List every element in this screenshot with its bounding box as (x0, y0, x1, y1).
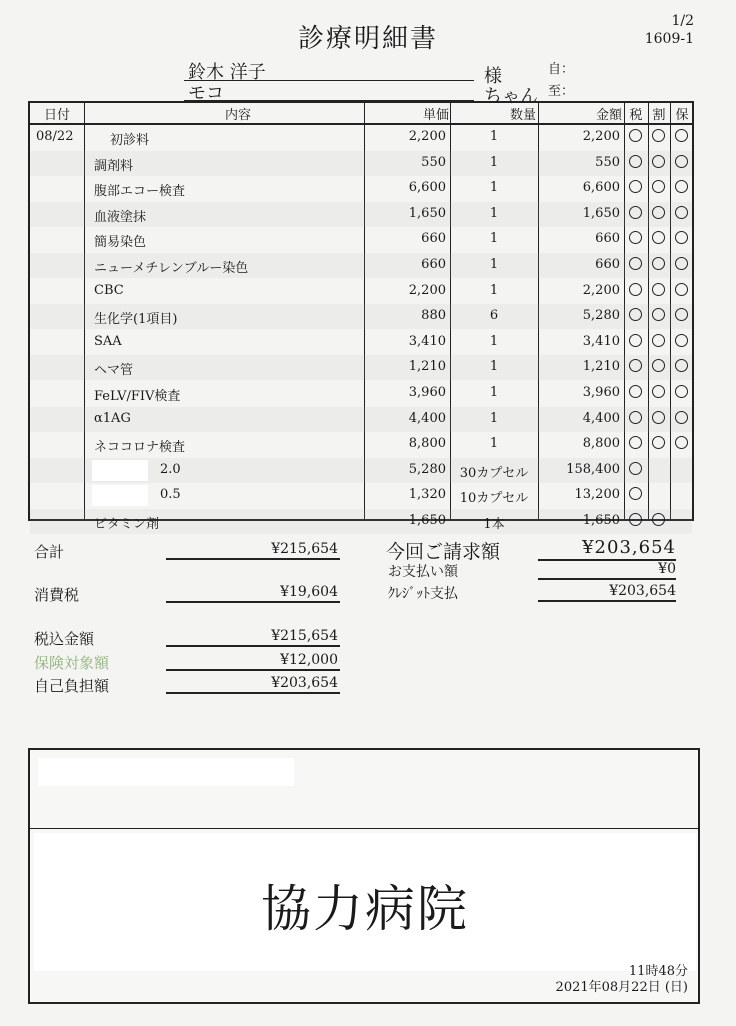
tax-mark-icon (629, 359, 642, 372)
col-header-content: 内容 (224, 108, 251, 123)
owner-name-underline (184, 80, 474, 81)
tax-mark-icon (629, 385, 642, 398)
row-unit-price: 2,200 (408, 129, 446, 144)
row-item: FeLV/FIV検査 (94, 389, 181, 404)
row-unit-price: 550 (421, 154, 446, 170)
row-item: 初診料 (110, 133, 150, 148)
discount-mark-icon (652, 155, 665, 168)
row-item: 生化学(1項目) (94, 312, 178, 328)
row-unit-price: 2,200 (408, 282, 446, 298)
row-item: 2.0 (160, 461, 181, 477)
discount-mark-icon (652, 129, 665, 142)
tax-mark-icon (629, 206, 642, 219)
row-amount: 4,400 (582, 410, 620, 426)
self-pay-label: 自己負担額 (34, 677, 110, 695)
document-number: 1609-1 (644, 31, 694, 47)
row-quantity: 1 (489, 205, 499, 221)
pet-name: モコ (188, 83, 224, 104)
subtotal-value: ¥215,654 (271, 541, 338, 557)
row-amount: 3,410 (582, 333, 620, 349)
insured-amount-label: 保険対象額 (34, 654, 110, 672)
discount-mark-icon (652, 359, 665, 372)
insurance-mark-icon (675, 308, 688, 321)
discount-mark-icon (652, 257, 665, 270)
table-row (30, 227, 692, 252)
hospital-name: 協力病院 (261, 880, 469, 938)
row-quantity: 1 (489, 231, 499, 247)
row-quantity: 30カプセル (459, 465, 529, 481)
col-header-insurance: 保 (675, 108, 689, 123)
billed-amount-value: ¥203,654 (582, 537, 676, 558)
row-amount: 2,200 (582, 282, 620, 298)
table-row (30, 176, 692, 201)
row-quantity: 1 (489, 282, 499, 298)
row-amount: 1,650 (582, 513, 620, 528)
row-quantity: 1本 (483, 517, 505, 532)
table-row (30, 509, 692, 534)
row-item: 調剤料 (94, 158, 134, 174)
col-header-tax: 税 (629, 108, 643, 123)
row-quantity: 1 (489, 333, 499, 349)
document-title: 診療明細書 (297, 24, 438, 54)
discount-mark-icon (652, 283, 665, 296)
insurance-mark-icon (675, 129, 688, 142)
row-item: 簡易染色 (94, 235, 147, 251)
row-unit-price: 8,800 (408, 436, 446, 452)
tax-mark-icon (629, 436, 642, 449)
row-unit-price: 3,960 (408, 385, 446, 400)
hospital-panel (34, 833, 696, 971)
insurance-mark-icon (675, 180, 688, 193)
redacted-product-name (92, 460, 148, 481)
tax-mark-icon (629, 308, 642, 321)
page-number-block (645, 12, 694, 48)
table-row (30, 432, 692, 457)
page-number: 1/2 (671, 13, 694, 29)
paid-amount-value: ¥0 (658, 561, 676, 577)
table-row (30, 330, 692, 355)
insurance-mark-icon (675, 359, 688, 372)
discount-mark-icon (652, 385, 665, 398)
period-from-label: 自： (548, 62, 575, 77)
row-date: 08/22 (36, 129, 74, 144)
owner-honorific: 様 (484, 66, 502, 87)
table-row (30, 279, 692, 304)
credit-payment-label: ｸﾚｼﾞｯﾄ支払 (388, 586, 458, 602)
discount-mark-icon (652, 436, 665, 449)
col-header-unit-price: 単価 (422, 108, 449, 123)
tax-mark-icon (629, 283, 642, 296)
table-row (30, 355, 692, 380)
tax-mark-icon (629, 462, 642, 475)
table-row (30, 407, 692, 432)
row-amount: 550 (595, 154, 620, 170)
insurance-mark-icon (675, 411, 688, 424)
subtotal-label: 合計 (34, 543, 65, 561)
footer-box (28, 748, 700, 1004)
paid-amount-label: お支払い額 (388, 564, 458, 580)
tax-mark-icon (629, 411, 642, 424)
itemized-table (28, 101, 694, 532)
table-row (30, 381, 692, 406)
row-amount: 158,400 (566, 461, 620, 477)
row-unit-price: 1,210 (408, 359, 446, 375)
tax-mark-icon (629, 513, 642, 526)
tax-mark-icon (629, 155, 642, 168)
row-unit-price: 1,650 (408, 513, 446, 528)
owner-name: 鈴木 洋子 (188, 62, 266, 83)
tax-mark-icon (629, 334, 642, 347)
billed-amount-label: 今回ご請求額 (386, 541, 501, 563)
period-to-label: 至： (548, 84, 575, 99)
row-amount: 13,200 (574, 487, 620, 503)
row-amount: 8,800 (582, 436, 620, 452)
row-unit-price: 3,410 (408, 333, 446, 349)
row-quantity: 1 (489, 257, 499, 272)
credit-payment-underline (538, 600, 676, 602)
discount-mark-icon (652, 231, 665, 244)
row-quantity: 6 (489, 308, 499, 324)
row-item: ニューメチレンブルー染色 (94, 261, 249, 276)
row-quantity: 1 (489, 154, 499, 170)
row-quantity: 1 (489, 129, 499, 144)
row-quantity: 1 (489, 180, 499, 196)
row-amount: 3,960 (582, 385, 620, 400)
self-pay-value: ¥203,654 (271, 675, 338, 691)
row-item: 0.5 (160, 487, 181, 503)
row-item: ヘマ管 (94, 363, 134, 379)
row-amount: 660 (595, 257, 620, 272)
row-amount: 1,210 (582, 359, 620, 375)
row-unit-price: 660 (421, 231, 446, 247)
row-quantity: 1 (489, 385, 499, 400)
row-item: ネココロナ検査 (94, 440, 186, 456)
table-row (30, 458, 692, 483)
discount-mark-icon (652, 334, 665, 347)
discount-mark-icon (652, 206, 665, 219)
tax-mark-icon (629, 129, 642, 142)
row-quantity: 10カプセル (459, 491, 529, 507)
row-amount: 2,200 (582, 129, 620, 144)
insurance-mark-icon (675, 257, 688, 270)
table-row (30, 151, 692, 176)
print-time: 11時48分 (628, 964, 688, 979)
row-unit-price: 4,400 (408, 410, 446, 426)
row-amount: 5,280 (582, 308, 620, 324)
row-item: 腹部エコー検査 (94, 184, 186, 200)
tax-included-value: ¥215,654 (271, 628, 338, 644)
insurance-mark-icon (675, 436, 688, 449)
row-amount: 6,600 (582, 180, 620, 196)
row-quantity: 1 (489, 410, 499, 426)
col-header-discount: 割 (652, 108, 666, 123)
insurance-mark-icon (675, 385, 688, 398)
paid-amount-underline (538, 578, 676, 580)
footer-divider (30, 828, 698, 829)
tax-value: ¥19,604 (280, 584, 338, 600)
table-header-row (30, 103, 692, 125)
insurance-mark-icon (675, 155, 688, 168)
row-unit-price: 5,280 (408, 461, 446, 477)
pet-suffix: ちゃん (484, 86, 538, 107)
row-unit-price: 6,600 (408, 180, 446, 196)
row-unit-price: 1,650 (408, 205, 446, 221)
credit-payment-value: ¥203,654 (609, 583, 676, 599)
table-row (30, 304, 692, 329)
insurance-mark-icon (675, 206, 688, 219)
col-header-date: 日付 (43, 108, 70, 123)
tax-mark-icon (629, 257, 642, 270)
row-unit-price: 1,320 (408, 487, 446, 503)
print-date: 2021年08月22日 (日) (555, 980, 688, 995)
table-row (30, 202, 692, 227)
insurance-mark-icon (675, 231, 688, 244)
row-quantity: 1 (489, 436, 499, 452)
discount-mark-icon (652, 513, 665, 526)
row-unit-price: 660 (421, 257, 446, 272)
tax-mark-icon (629, 487, 642, 500)
table-row (30, 483, 692, 508)
insurance-mark-icon (675, 283, 688, 296)
row-item: SAA (94, 333, 122, 349)
discount-mark-icon (652, 411, 665, 424)
row-unit-price: 880 (421, 308, 446, 324)
col-header-amount: 金額 (595, 108, 622, 123)
tax-mark-icon (629, 231, 642, 244)
subtotal-underline (166, 558, 340, 560)
col-header-quantity: 数量 (509, 108, 536, 123)
row-item: α1AG (94, 410, 131, 426)
row-item: CBC (94, 282, 124, 298)
table-row (30, 125, 692, 150)
tax-included-underline (166, 645, 340, 647)
self-pay-underline (166, 692, 340, 694)
discount-mark-icon (652, 180, 665, 193)
tax-label: 消費税 (34, 586, 80, 604)
discount-mark-icon (652, 308, 665, 321)
redacted-area (38, 758, 294, 786)
row-amount: 660 (595, 231, 620, 247)
row-quantity: 1 (489, 359, 499, 375)
insurance-mark-icon (675, 334, 688, 347)
insured-amount-value: ¥12,000 (280, 652, 338, 668)
insured-amount-underline (166, 669, 340, 671)
row-item: ビタミン剤 (94, 517, 160, 532)
tax-mark-icon (629, 180, 642, 193)
row-item: 血液塗抹 (94, 209, 147, 225)
table-row (30, 253, 692, 278)
tax-included-label: 税込金額 (34, 630, 95, 648)
row-amount: 1,650 (582, 205, 620, 221)
tax-underline (166, 601, 340, 603)
redacted-product-name (92, 485, 148, 506)
